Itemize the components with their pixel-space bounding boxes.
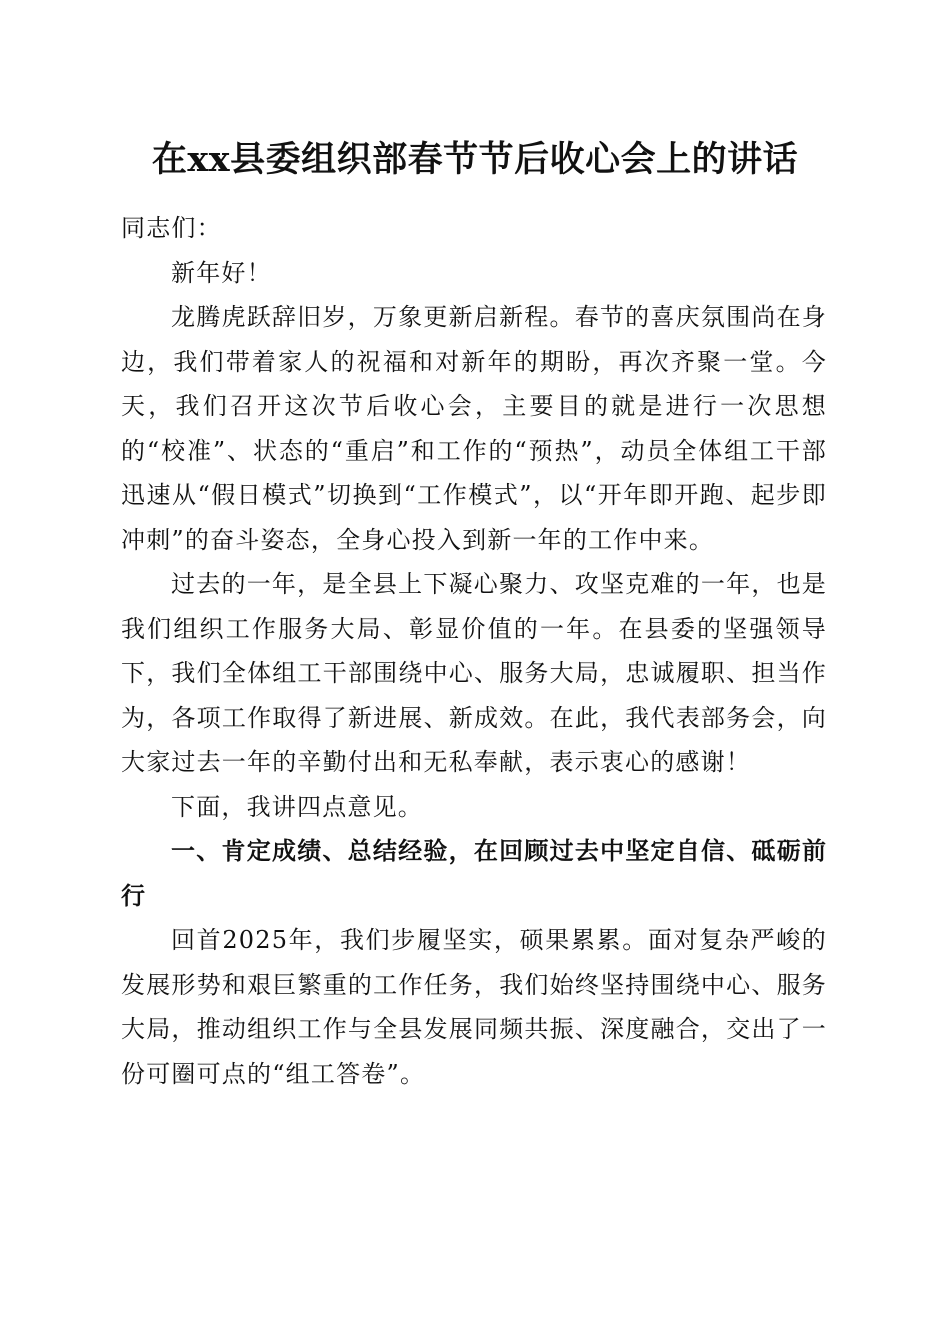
salutation: 同志们： <box>121 214 222 242</box>
paragraph-outline: 下面，我讲四点意见。 <box>171 792 423 821</box>
paragraph-intro: 龙腾虎跃辞旧岁，万象更新启新程。春节的喜庆氛围尚在身边，我们带着家人的祝福和对新年的期盼，再次齐聚一堂。今天，我们召开这次节后收心会，主要目的就是进行一次思想的“校准”、状态的“重启”和工作的“预热”，动员全体组工干部迅速从“假日模式”切换到“工作模式”，以“开年即开跑、起步即冲刺”的奋斗姿态，全身心投入到新一年的工作中来。 <box>121 303 827 554</box>
paragraph-section-1: 回首2025年，我们步履坚实，硕果累累。面对复杂严峻的发展形势和艰巨繁重的工作任务，我们始终坚持围绕中心、服务大局，推动组织工作与全县发展同频共振、深度融合，交出了一份可圈可点的“组工答卷”。 <box>121 926 827 1088</box>
document-title: 在xx县委组织部春节节后收心会上的讲话 <box>151 139 799 180</box>
section-heading-1: 一、肯定成绩、总结经验，在回顾过去中坚定自信、砥砺前行 <box>121 837 827 910</box>
document-body <box>121 206 827 1096</box>
paragraph-greeting: 新年好！ <box>171 258 272 287</box>
paragraph-review: 过去的一年，是全县上下凝心聚力、攻坚克难的一年，也是我们组织工作服务大局、彰显价值的一年。在县委的坚强领导下，我们全体组工干部围绕中心、服务大局，忠诚履职、担当作为，各项工作取得了新进展、新成效。在此，我代表部务会，向大家过去一年的辛勤付出和无私奉献，表示衷心的感谢！ <box>121 570 827 776</box>
